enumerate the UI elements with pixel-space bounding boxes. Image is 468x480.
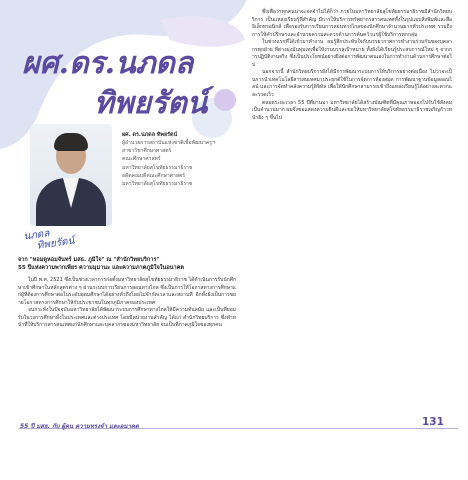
author-position: คณะศึกษาศาสตร์ <box>122 156 161 163</box>
title-line-2: ทิพยรัตน์ <box>94 86 208 121</box>
author-name: ผศ. ดร.นภดล ทิพยรัตน์ <box>122 132 178 138</box>
author-profile <box>122 131 242 188</box>
page-title <box>22 44 232 124</box>
body-paragraph: ในช่วงแรกที่ได้เข้ามาทำงาน ผมรู้สึกประทับใจกับบรรยากาศการทำงานร่วมกันของบุคลากรทุกฝ่าย ที่ต่างมุ่งมั่นทุ่มเทเพื่อให้งานบรรลุเป้าหมาย ทั้งยังได้เรียนรู้ประสบการณ์ใหม่ ๆ จากการปฏิบัติงานจริง ซึ่งเป็นประโยชน์อย่างยิ่งต่อการพัฒนาตนเองในการทำงานด้านการศึกษาต่อไป <box>252 39 452 68</box>
title-line-1: ผศ.ดร.นภดล <box>22 46 194 81</box>
portrait-photo <box>30 124 112 226</box>
author-position: มหาวิทยาลัยสุโขทัยธรรมาธิราช <box>122 164 193 171</box>
left-column <box>18 277 236 330</box>
author-position: ผู้อำนวยการสถาบันแห่งชาติเพื่อพัฒนาครูฯ <box>122 140 215 146</box>
article-subtitle: จาก "หอมดูหอมจันทร์ มสธ. ภูมิใจ" ณ "สำนักวิทยบริการ" 55 ปีแห่งความพากเพียร ความมุมานะ และความภาคภูมิใจในอนาคต <box>18 257 185 271</box>
page-number: 131 <box>422 416 444 428</box>
running-footer: 55 ปี มสธ. กับ ผู้คน ความทรงจำ และอนาคต <box>20 423 139 430</box>
body-paragraph: นอกจากนี้ สำนักวิทยบริการยังได้มีการพัฒนาระบบการให้บริการอย่างต่อเนื่อง ไม่ว่าจะเป็นการนำเทคโนโลยีสารสนเทศมาประยุกต์ใช้ในการจัดการห้องสมุด การพัฒนาฐานข้อมูลออนไลน์ และการจัดทำคลังความรู้ดิจิทัล เพื่อให้นักศึกษาสามารถเข้าถึงแหล่งเรียนรู้ได้อย่างสะดวกและรวดเร็ว <box>252 69 452 99</box>
handwritten-signature: นภดล ทิพยรัตน์ <box>22 228 76 252</box>
body-paragraph: ซึ่งเพื่อว่าทุกคนน่าจะจดจำไม่ได้ก็ว่า ภายในมหาวิทยาลัยสุโขทัยธรรมาธิราชมีสำนักวิทยบริการ เป็นแหล่งเรียนรู้ที่สำคัญ มีการให้บริการทรัพยากรสารสนเทศทั้งในรูปแบบสิ่งพิมพ์และสื่ออิเล็กทรอนิกส์ เพื่อรองรับการเรียนการสอนทางไกลของนักศึกษาจำนวนมากทั่วประเทศ รวมถึงการให้คำปรึกษาและอำนวยความสะดวกด้านการค้นคว้าแก่ผู้ใช้บริการทุกกลุ่ม <box>252 9 452 38</box>
right-column <box>252 9 452 122</box>
body-paragraph: จนกระทั่งในปัจจุบันมหาวิทยาลัยได้พัฒนาระบบการศึกษาทางไกลให้มีความทันสมัย และเป็นที่ยอมรับในวงการศึกษาทั้งในประเทศและต่างประเทศ โดยมีหน่วยงานสำคัญ ได้แก่ สำนักวิทยบริการ ซึ่งทำหน้าที่ให้บริการสารสนเทศแก่นักศึกษาและบุคลากรของมหาวิทยาลัย จนเป็นที่ภาคภูมิใจของทุกคน <box>18 307 236 329</box>
author-position: มหาวิทยาลัยสุโขทัยธรรมาธิราช <box>122 181 193 188</box>
author-position: สาขาวิชาศึกษาศาสตร์ <box>122 148 172 155</box>
body-paragraph: ในปี พ.ศ. 2521 ซึ่งเป็นช่วงเวลาการก่อตั้งมหาวิทยาลัยสุโขทัยธรรมาธิราช ได้ดำเนินการรับนักศึกษาเข้าศึกษาในหลักสูตรต่าง ๆ ผ่านระบบการเรียนการสอนทางไกล ซึ่งเป็นการให้โอกาสทางการศึกษาแก่ผู้ที่ต้องการศึกษาต่อในระดับอุดมศึกษาได้อย่างทั่วถึงโดยไม่จำกัดเวลาและสถานที่ อีกทั้งยังเป็นการขยายโอกาสทางการศึกษาให้กับประชาชนในทุกภูมิภาคของประเทศ <box>18 277 236 306</box>
body-paragraph: ตลอดระยะเวลา 55 ปีที่ผ่านมา มหาวิทยาลัยได้สร้างบัณฑิตที่มีคุณภาพออกไปรับใช้สังคมเป็นจำนวนมาก ผมจึงขอแสดงความยินดีและขอให้มหาวิทยาลัยสุโขทัยธรรมาธิราชเจริญก้าวหน้ายิ่ง ๆ ขึ้นไป <box>252 99 452 121</box>
author-position: อดีตคณบดีคณะศึกษาศาสตร์ <box>122 172 186 179</box>
